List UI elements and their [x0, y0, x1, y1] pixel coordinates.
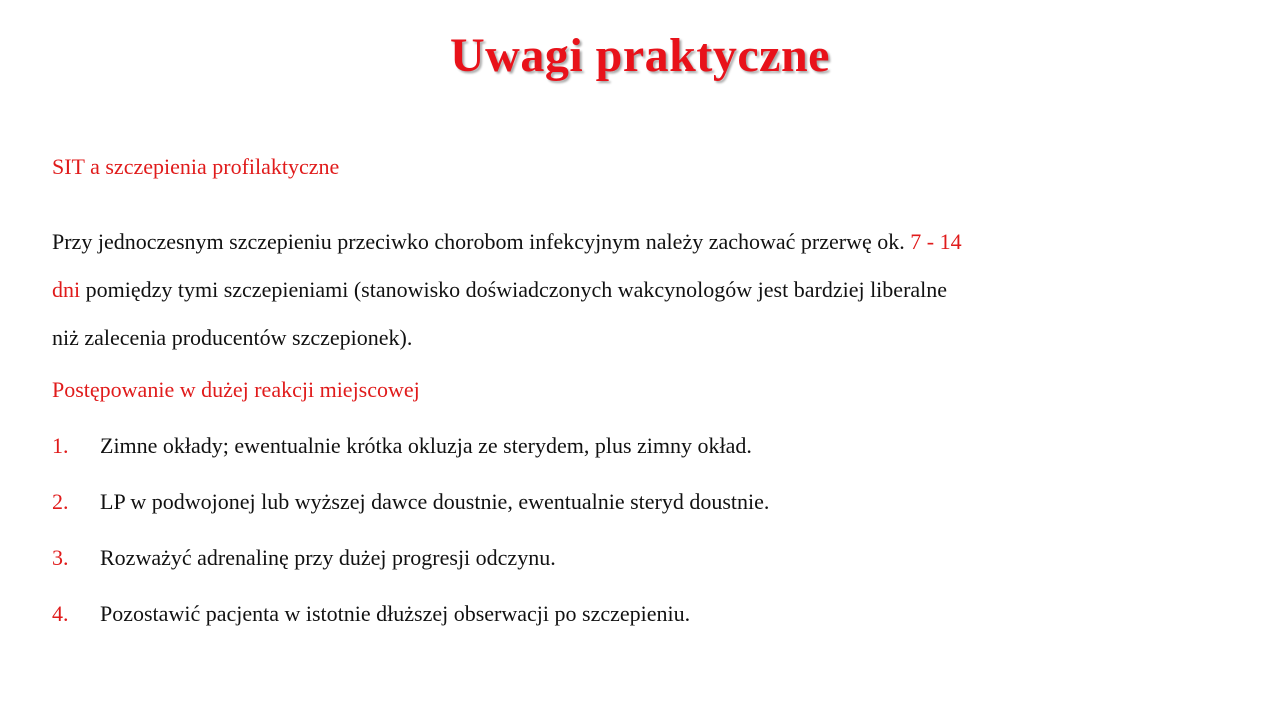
paragraph-text: niż zalecenia producentów szczepionek). — [52, 325, 413, 350]
list-item — [52, 547, 556, 569]
list-item — [52, 603, 690, 625]
interval-unit-highlight: dni — [52, 277, 81, 302]
list-item-text: Zimne okłady; ewentualnie krótka okluzja ze sterydem, plus zimny okład. — [100, 433, 752, 458]
slide-title: Uwagi praktyczne — [450, 29, 830, 82]
list-item — [52, 435, 752, 457]
list-item-text: Pozostawić pacjenta w istotnie dłuższej obserwacji po szczepieniu. — [100, 601, 691, 626]
list-item-text: Rozważyć adrenalinę przy dużej progresji odczynu. — [100, 545, 556, 570]
section-heading-sit-vaccination: SIT a szczepienia profilaktyczne — [52, 154, 340, 179]
list-item-number: 4. — [52, 601, 69, 626]
list-item — [52, 491, 769, 513]
list-item-text: LP w podwojonej lub wyższej dawce doustnie, ewentualnie steryd doustnie. — [100, 489, 770, 514]
list-item-number: 3. — [52, 545, 69, 570]
list-item-number: 1. — [52, 433, 69, 458]
list-item-number: 2. — [52, 489, 69, 514]
paragraph-text: Przy jednoczesnym szczepieniu przeciwko chorobom infekcyjnym należy zachować przerwę ok. — [52, 229, 911, 254]
section-heading-local-reaction: Postępowanie w dużej reakcji miejscowej — [52, 377, 420, 402]
interval-highlight: 7 - 14 — [910, 229, 962, 254]
paragraph-vaccination-interval — [52, 218, 1172, 362]
paragraph-text: pomiędzy tymi szczepieniami (stanowisko doświadczonych wakcynologów jest bardziej liberalne — [80, 277, 948, 302]
